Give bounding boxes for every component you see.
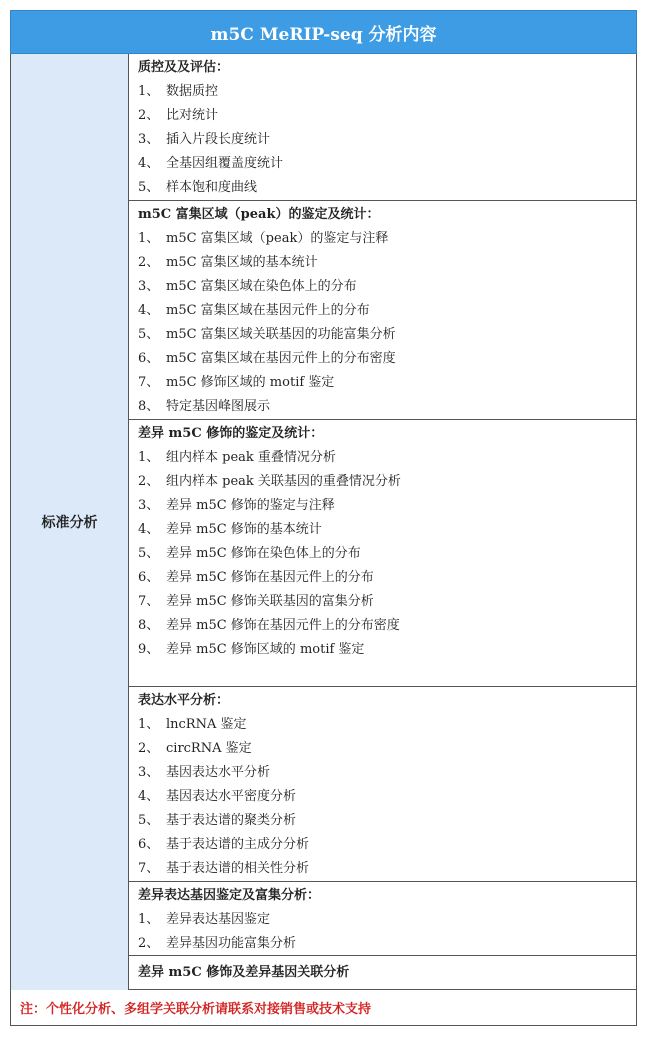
item-text: 差异基因功能富集分析 <box>166 936 297 951</box>
item-text: 比对统计 <box>166 108 219 123</box>
item-number: 2、 <box>138 741 160 756</box>
item-text: 插入片段长度统计 <box>166 132 271 147</box>
item-text: 样本饱和度曲线 <box>166 180 258 195</box>
item-number: 9、 <box>138 642 160 657</box>
analysis-document <box>10 10 637 1026</box>
list-item <box>138 253 636 277</box>
item-number: 7、 <box>138 861 160 876</box>
list-item <box>138 910 636 934</box>
sections-column <box>129 54 636 990</box>
item-text: 差异 m5C 修饰关联基因的富集分析 <box>166 594 374 609</box>
document-title: m5C MeRIP-seq 分析内容 <box>10 10 637 54</box>
item-text: 基于表达谱的聚类分析 <box>166 813 297 828</box>
list-item <box>138 787 636 811</box>
item-text: 基因表达水平密度分析 <box>166 789 297 804</box>
item-text: 组内样本 peak 重叠情况分析 <box>166 450 336 465</box>
item-text: 基因表达水平分析 <box>166 765 271 780</box>
item-text: 数据质控 <box>166 84 219 99</box>
list-item <box>138 544 636 568</box>
list-item <box>138 130 636 154</box>
item-number: 3、 <box>138 498 160 513</box>
list-item <box>138 154 636 178</box>
section <box>129 54 636 201</box>
list-item <box>138 568 636 592</box>
item-text: m5C 富集区域在基因元件上的分布密度 <box>166 351 396 366</box>
item-text: 基于表达谱的相关性分析 <box>166 861 310 876</box>
footer-note: 注：个性化分析、多组学关联分析请联系对接销售或技术支持 <box>10 990 637 1026</box>
analysis-table <box>10 54 637 990</box>
section-title: 质控及及评估： <box>138 60 230 75</box>
item-number: 8、 <box>138 399 160 414</box>
section <box>129 956 636 990</box>
list-item <box>138 859 636 882</box>
item-number: 1、 <box>138 717 160 732</box>
item-text: m5C 富集区域关联基因的功能富集分析 <box>166 327 396 342</box>
item-text: 特定基因峰图展示 <box>166 399 271 414</box>
item-text: lncRNA 鉴定 <box>166 717 247 732</box>
item-number: 4、 <box>138 522 160 537</box>
item-number: 5、 <box>138 813 160 828</box>
list-item <box>138 301 636 325</box>
list-item <box>138 616 636 640</box>
list-item <box>138 496 636 520</box>
item-text: 差异表达基因鉴定 <box>166 912 271 927</box>
list-item <box>138 835 636 859</box>
list-item <box>138 106 636 130</box>
list-item <box>138 397 636 420</box>
item-number: 2、 <box>138 474 160 489</box>
list-item <box>138 349 636 373</box>
list-item <box>138 178 636 201</box>
item-number: 1、 <box>138 912 160 927</box>
item-text: 全基因组覆盖度统计 <box>166 156 284 171</box>
item-number: 1、 <box>138 84 160 99</box>
section-title: 差异 m5C 修饰的鉴定及统计： <box>138 426 324 441</box>
item-number: 3、 <box>138 279 160 294</box>
list-item <box>138 472 636 496</box>
item-text: m5C 修饰区域的 motif 鉴定 <box>166 375 335 390</box>
item-text: circRNA 鉴定 <box>166 741 252 756</box>
list-item <box>138 592 636 616</box>
item-text: 差异 m5C 修饰的鉴定与注释 <box>166 498 335 513</box>
section <box>129 201 636 420</box>
list-item <box>138 640 636 664</box>
list-item <box>138 934 636 956</box>
item-number: 2、 <box>138 936 160 951</box>
item-text: 差异 m5C 修饰在基因元件上的分布密度 <box>166 618 400 633</box>
section-title: m5C 富集区域（peak）的鉴定及统计： <box>138 207 380 222</box>
list-item <box>138 82 636 106</box>
list-item <box>138 811 636 835</box>
item-text: m5C 富集区域在基因元件上的分布 <box>166 303 370 318</box>
list-item <box>138 229 636 253</box>
item-text: 基于表达谱的主成分分析 <box>166 837 310 852</box>
list-item <box>138 373 636 397</box>
item-text: m5C 富集区域在染色体上的分布 <box>166 279 357 294</box>
item-text: 差异 m5C 修饰在染色体上的分布 <box>166 546 361 561</box>
section-title: 差异表达基因鉴定及富集分析： <box>138 888 321 903</box>
item-number: 5、 <box>138 546 160 561</box>
item-number: 1、 <box>138 231 160 246</box>
item-number: 4、 <box>138 789 160 804</box>
item-number: 3、 <box>138 765 160 780</box>
item-text: 差异 m5C 修饰区域的 motif 鉴定 <box>166 642 365 657</box>
item-number: 4、 <box>138 156 160 171</box>
item-text: 组内样本 peak 关联基因的重叠情况分析 <box>166 474 401 489</box>
item-number: 4、 <box>138 303 160 318</box>
section <box>129 882 636 956</box>
item-number: 6、 <box>138 570 160 585</box>
side-label-cell <box>11 54 129 990</box>
section <box>129 687 636 882</box>
item-number: 8、 <box>138 618 160 633</box>
side-label: 标准分析 <box>41 515 98 531</box>
item-number: 5、 <box>138 180 160 195</box>
section <box>129 420 636 687</box>
list-item <box>138 448 636 472</box>
list-item <box>138 763 636 787</box>
list-item <box>138 739 636 763</box>
item-text: 差异 m5C 修饰的基本统计 <box>166 522 322 537</box>
item-number: 2、 <box>138 255 160 270</box>
item-number: 3、 <box>138 132 160 147</box>
list-item <box>138 277 636 301</box>
item-number: 5、 <box>138 327 160 342</box>
item-number: 2、 <box>138 108 160 123</box>
list-item <box>138 715 636 739</box>
item-text: m5C 富集区域（peak）的鉴定与注释 <box>166 231 389 246</box>
item-number: 1、 <box>138 450 160 465</box>
list-item <box>138 520 636 544</box>
list-item <box>138 325 636 349</box>
item-number: 7、 <box>138 375 160 390</box>
item-text: m5C 富集区域的基本统计 <box>166 255 318 270</box>
section-title: 表达水平分析： <box>138 693 230 708</box>
item-text: 差异 m5C 修饰在基因元件上的分布 <box>166 570 374 585</box>
item-number: 6、 <box>138 837 160 852</box>
item-number: 6、 <box>138 351 160 366</box>
item-number: 7、 <box>138 594 160 609</box>
section-title: 差异 m5C 修饰及差异基因关联分析 <box>138 965 350 980</box>
